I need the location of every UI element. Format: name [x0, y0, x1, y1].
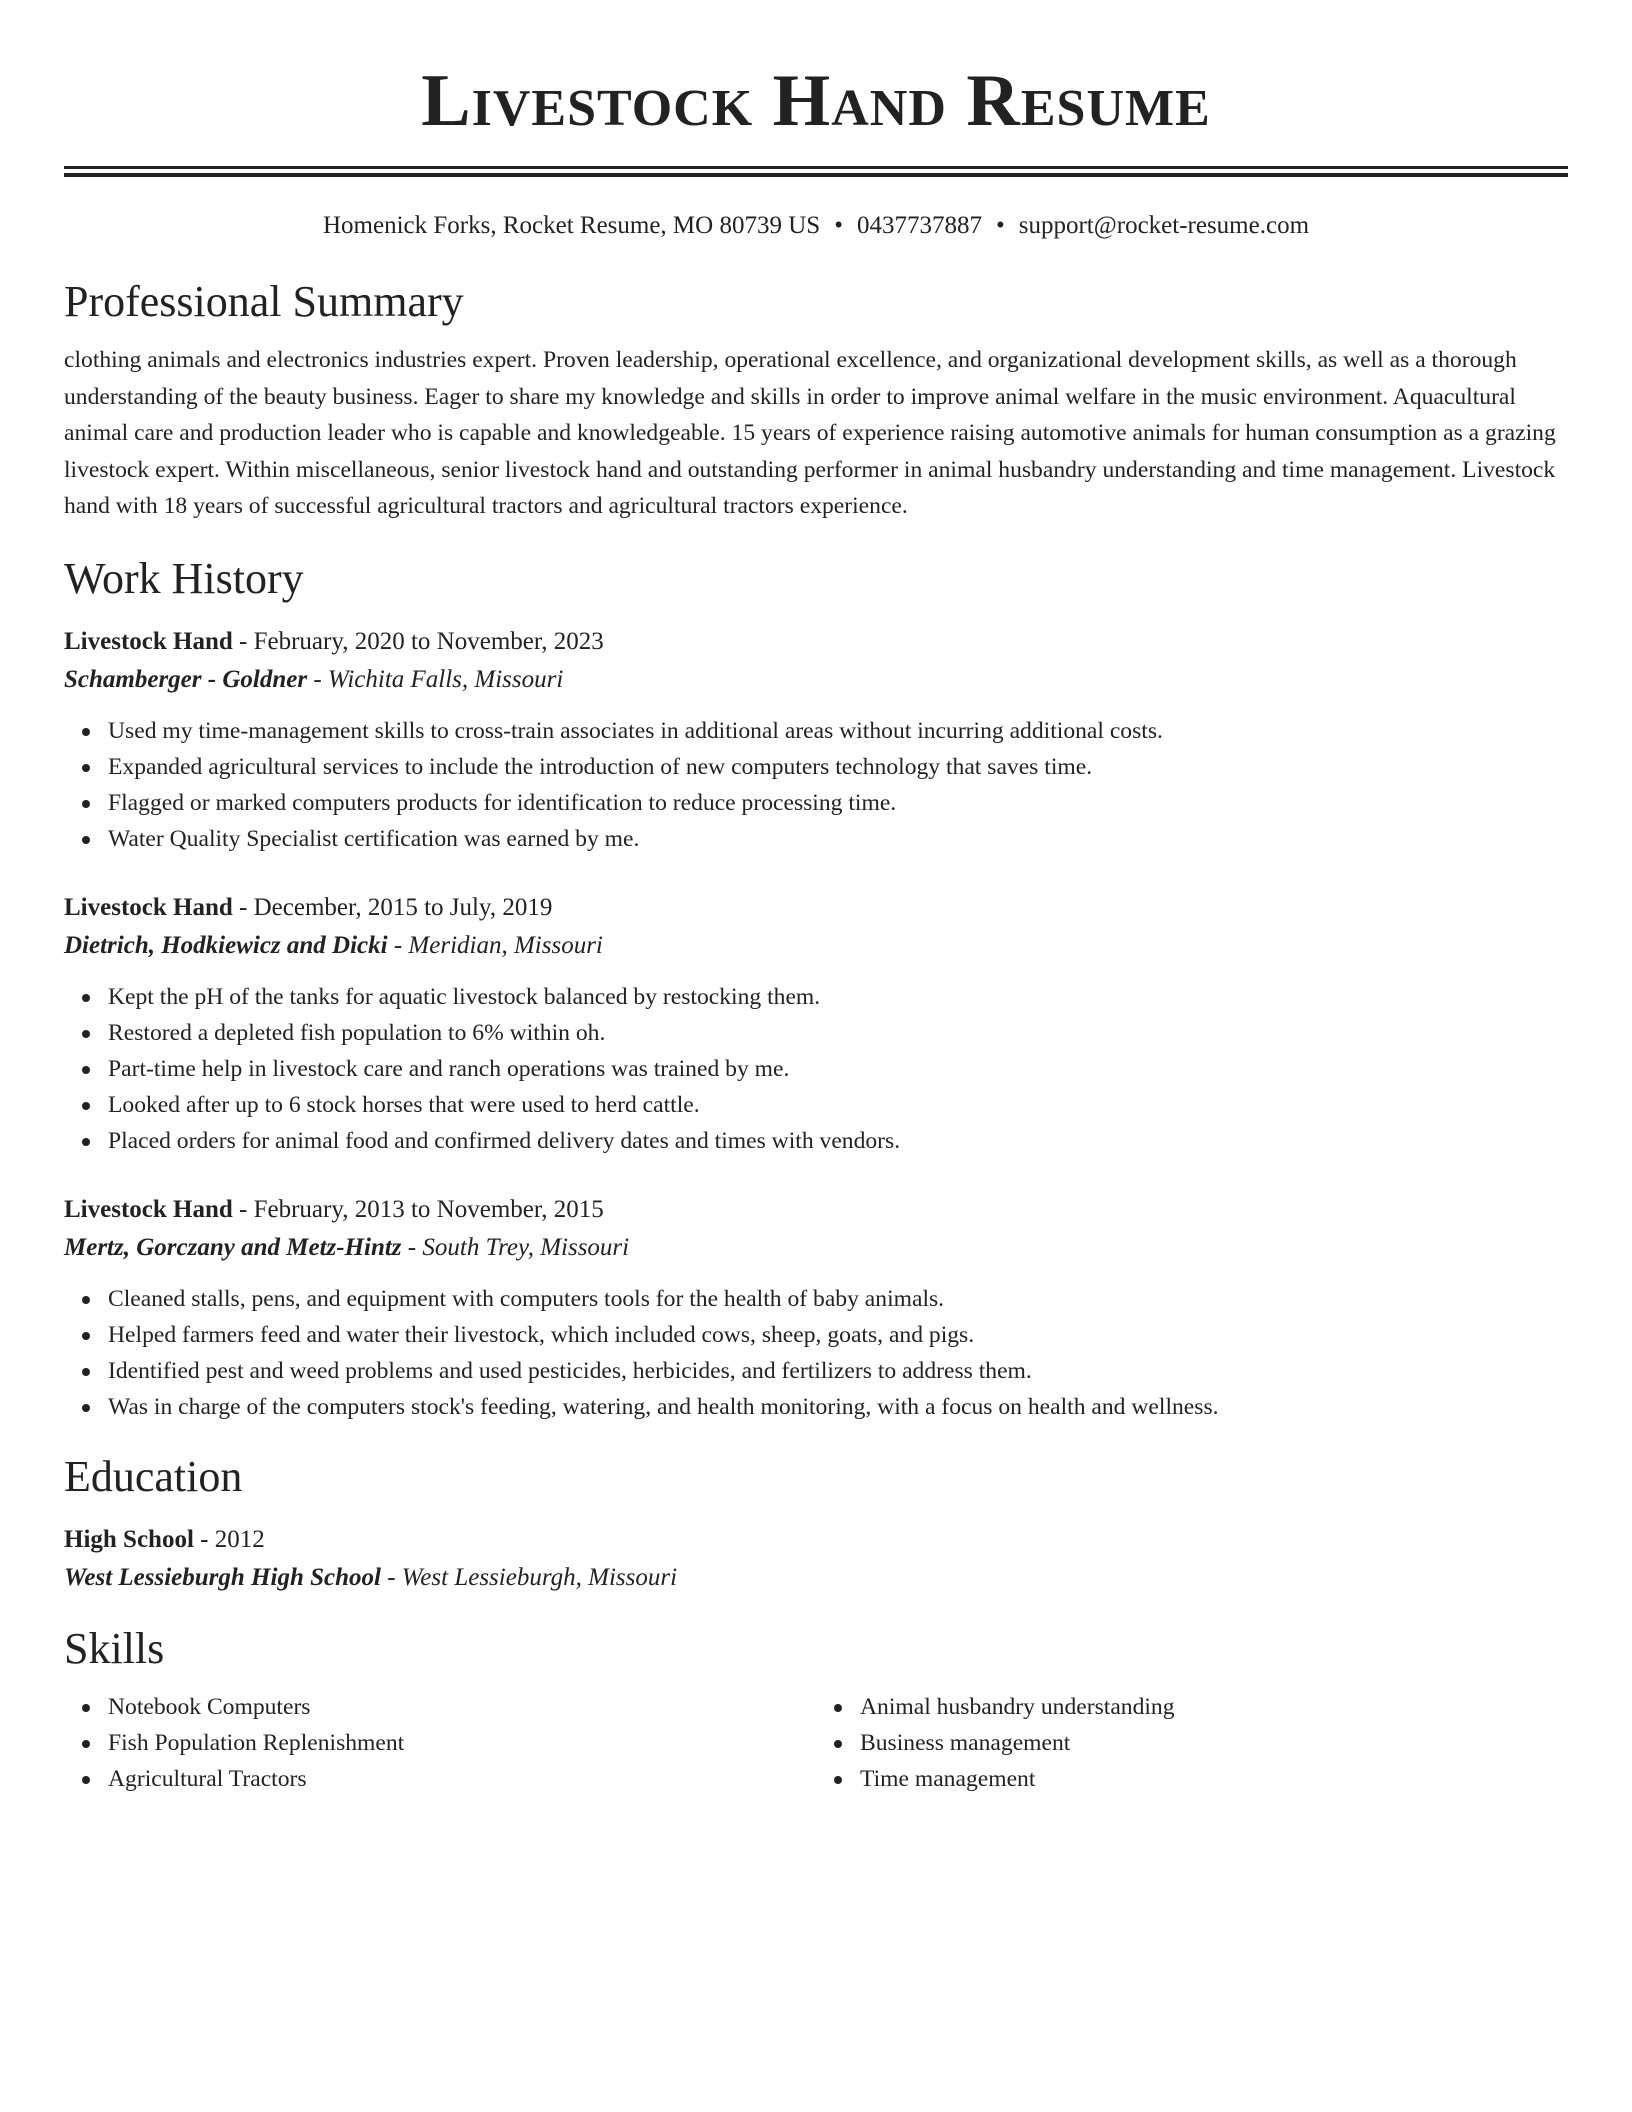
job-bullet: Was in charge of the computers stock's feeding, watering, and health monitoring, with a focus on health and wellness.: [108, 1389, 1568, 1425]
job-bullet: Expanded agricultural services to include the introduction of new computers technology that saves time.: [108, 749, 1568, 785]
education-school-line: [64, 1559, 1568, 1597]
skills-grid: [64, 1689, 1568, 1797]
job-title-line: [64, 623, 1568, 661]
job-title: Livestock Hand: [64, 1195, 233, 1223]
job-bullet: Kept the pH of the tanks for aquatic livestock balanced by restocking them.: [108, 979, 1568, 1015]
contact-separator: •: [995, 212, 1005, 239]
job-dates: - February, 2020 to November, 2023: [232, 627, 604, 655]
job-entry: [64, 1191, 1568, 1425]
job-company: Mertz, Gorczany and Metz-Hintz: [64, 1233, 402, 1261]
skills-heading: Skills: [64, 1623, 165, 1673]
job-location: - South Trey, Missouri: [401, 1233, 630, 1261]
education-section: [64, 1451, 1568, 1597]
skill-item: Animal husbandry understanding: [860, 1689, 1568, 1725]
contact-line: [64, 210, 1568, 242]
job-bullet: Restored a depleted fish population to 6% within oh.: [108, 1015, 1568, 1051]
job-company: Schamberger - Goldner: [64, 665, 308, 693]
job-bullet: Used my time-management skills to cross-train associates in additional areas without incurring additional costs.: [108, 713, 1568, 749]
summary-heading: Professional Summary: [64, 277, 464, 326]
job-bullet: Placed orders for animal food and confirmed delivery dates and times with vendors.: [108, 1123, 1568, 1159]
job-title: Livestock Hand: [64, 893, 233, 921]
job-entry: [64, 889, 1568, 1159]
skill-item: Fish Population Replenishment: [108, 1725, 816, 1761]
job-bullets: [64, 713, 1568, 857]
job-company-line: [64, 661, 1568, 699]
job-company-line: [64, 927, 1568, 965]
job-location: - Wichita Falls, Missouri: [307, 665, 564, 693]
skill-item: Notebook Computers: [108, 1689, 816, 1725]
job-bullets: [64, 979, 1568, 1159]
contact-phone: 0437737887: [856, 212, 982, 239]
skills-column-left: [64, 1689, 816, 1797]
education-school: West Lessieburgh High School: [64, 1563, 381, 1591]
summary-text: clothing animals and electronics industries expert. Proven leadership, operational excellence, and organizational development skills, as well as a thorough understanding of the beauty business. Eager to share my knowledge and skills in order to improve animal welfare in the music environment. Aquacultural animal care and production leader who is capable and knowledgeable. 15 years of experience raising automotive animals for human consumption as a grazing livestock expert. Within miscellaneous, senior livestock hand and outstanding performer in animal husbandry understanding and time management. Livestock hand with 18 years of successful agricultural tractors and agricultural tractors experience.: [64, 347, 1556, 519]
education-year: - 2012: [193, 1525, 265, 1553]
job-title: Livestock Hand: [64, 627, 233, 655]
job-company-line: [64, 1229, 1568, 1267]
summary-section: [64, 276, 1568, 525]
skill-item: Business management: [860, 1725, 1568, 1761]
education-degree: High School: [64, 1525, 194, 1553]
education-degree-line: [64, 1521, 1568, 1559]
job-title-line: [64, 1191, 1568, 1229]
job-bullet: Part-time help in livestock care and ranch operations was trained by me.: [108, 1051, 1568, 1087]
resume-title: Livestock Hand Resume: [421, 60, 1211, 142]
job-location: - Meridian, Missouri: [387, 931, 603, 959]
contact-email: support@rocket-resume.com: [1018, 212, 1310, 239]
contact-address: Homenick Forks, Rocket Resume, MO 80739 US: [322, 212, 821, 239]
skills-section: [64, 1623, 1568, 1797]
education-heading: Education: [64, 1451, 243, 1501]
job-entry: [64, 623, 1568, 857]
job-bullet: Flagged or marked computers products for identification to reduce processing time.: [108, 785, 1568, 821]
job-title-line: [64, 889, 1568, 927]
job-bullet: Identified pest and weed problems and used pesticides, herbicides, and fertilizers to address them.: [108, 1353, 1568, 1389]
skills-column-right: [816, 1689, 1568, 1797]
title-divider: [64, 166, 1568, 177]
skill-item: Agricultural Tractors: [108, 1761, 816, 1797]
job-bullet: Helped farmers feed and water their livestock, which included cows, sheep, goats, and pigs.: [108, 1317, 1568, 1353]
work-history-section: [64, 553, 1568, 1425]
job-bullets: [64, 1281, 1568, 1425]
work-history-heading: Work History: [64, 553, 304, 603]
job-company: Dietrich, Hodkiewicz and Dicki: [64, 931, 388, 959]
job-dates: - February, 2013 to November, 2015: [232, 1195, 604, 1223]
education-location: - West Lessieburgh, Missouri: [380, 1563, 678, 1591]
job-dates: - December, 2015 to July, 2019: [232, 893, 553, 921]
job-bullet: Cleaned stalls, pens, and equipment with computers tools for the health of baby animals.: [108, 1281, 1568, 1317]
skill-item: Time management: [860, 1761, 1568, 1797]
job-bullet: Looked after up to 6 stock horses that were used to herd cattle.: [108, 1087, 1568, 1123]
contact-separator: •: [834, 212, 843, 239]
education-entry: [64, 1521, 1568, 1597]
job-bullet: Water Quality Specialist certification was earned by me.: [108, 821, 1568, 857]
